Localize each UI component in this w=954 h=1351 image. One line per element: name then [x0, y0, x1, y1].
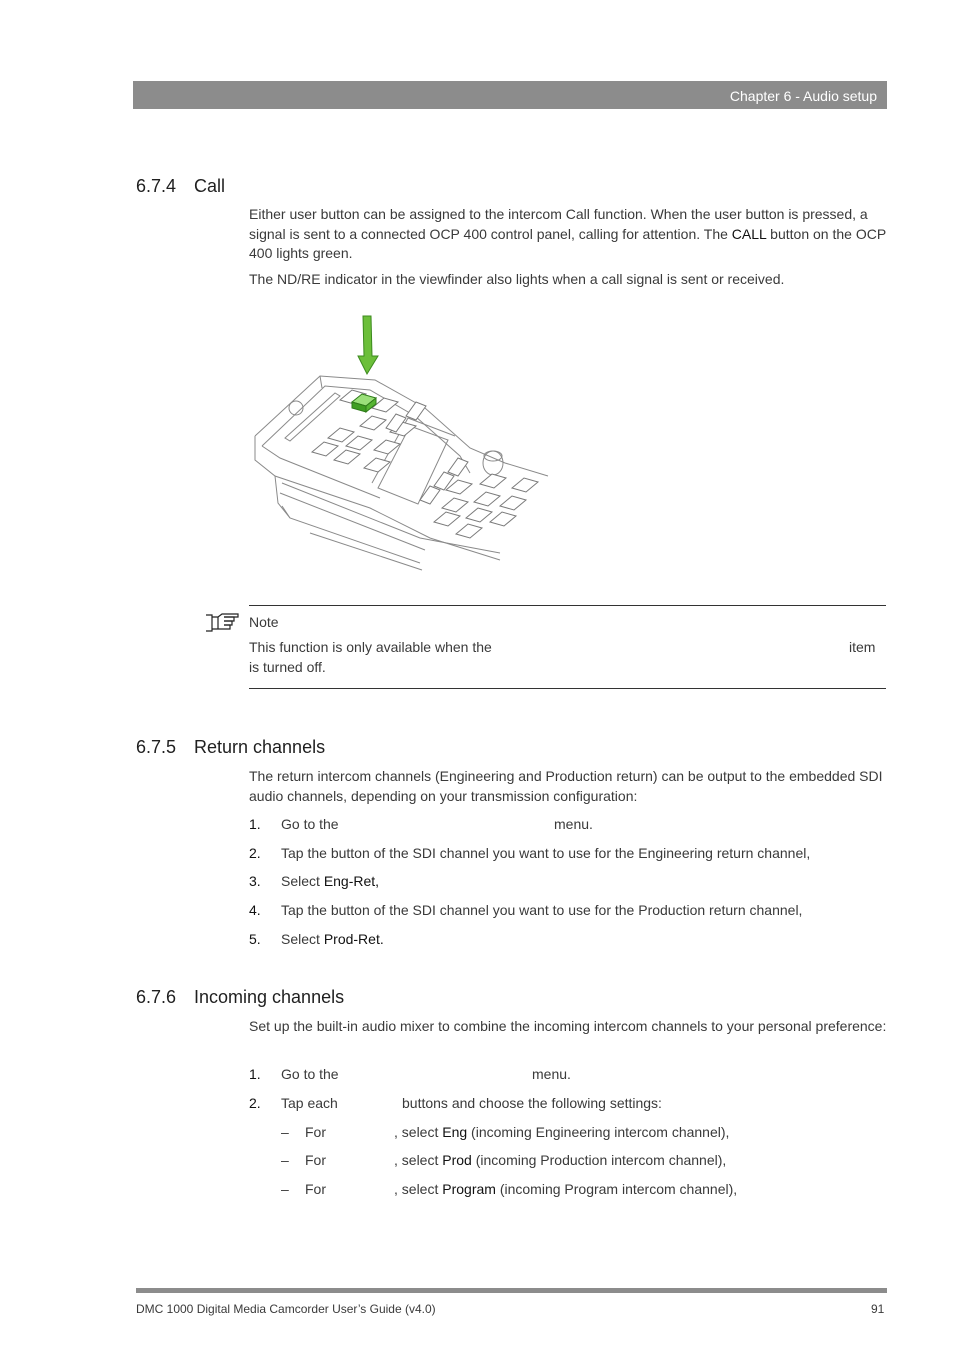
section-heading-return-channels: [136, 737, 325, 758]
for-label: For: [305, 1152, 326, 1168]
return-channels-intro: The return intercom channels (Engineering and Production return) can be output to the embedded SDI audio channels, depending on your transmission configuration:: [249, 768, 883, 804]
section-title: Return channels: [194, 737, 326, 757]
step-tail: buttons and choose the following settings:: [402, 1095, 662, 1111]
step-number: 2.: [249, 1095, 261, 1111]
step-text: Tap the button of the SDI channel you want to use for the Production return channel,: [281, 902, 803, 918]
sub-bold: Program: [442, 1181, 496, 1197]
control-panel-illustration: [250, 308, 560, 573]
note-text-start: This function is only available when the: [249, 639, 492, 655]
step-text: Go to the: [281, 816, 339, 832]
note-text-end: item: [849, 639, 876, 655]
sub-pre: , select: [394, 1124, 443, 1140]
step-number: 2.: [249, 845, 261, 861]
footer-bar: [136, 1288, 887, 1293]
section-number: 6.7.4: [136, 176, 177, 196]
dash: –: [281, 1152, 289, 1168]
note-text: [249, 638, 889, 677]
note-bottom-rule: [249, 688, 886, 689]
step-number: 5.: [249, 931, 261, 947]
step-number: 1.: [249, 1066, 261, 1082]
note-label: Note: [249, 614, 279, 630]
page-number: 91: [871, 1302, 885, 1316]
footer-title: DMC 1000 Digital Media Camcorder User’s Guide (v4.0): [136, 1302, 436, 1316]
sub-post: (incoming Engineering intercom channel),: [467, 1124, 730, 1140]
step-text: Tap each: [281, 1095, 338, 1111]
section-heading-incoming-channels: [136, 987, 344, 1008]
step-text-bold: Prod-Ret.: [323, 931, 384, 947]
call-text-a: Either user button can be assigned to the intercom Call function. When the user button is pressed, a signal is sent to a connected OCP 400 control panel, calling for attention. The: [249, 206, 868, 242]
step-text: Tap the button of the SDI channel you want to use for the Engineering return channel,: [281, 845, 811, 861]
chapter-header-bar: [133, 81, 887, 109]
step-text: Go to the: [281, 1066, 339, 1082]
section-title: Call: [194, 176, 226, 196]
call-paragraph-1: [249, 205, 889, 264]
step-number: 4.: [249, 902, 261, 918]
step-text-bold: Eng-Ret,: [323, 873, 380, 889]
down-arrow-icon: [358, 316, 378, 374]
step-number: 1.: [249, 816, 261, 832]
step-text-plain: Select: [281, 873, 324, 889]
step-number: 3.: [249, 873, 261, 889]
section-number: 6.7.6: [136, 987, 177, 1007]
section-title: Incoming channels: [194, 987, 345, 1007]
for-label: For: [305, 1181, 326, 1197]
step-tail: menu.: [554, 816, 593, 832]
dash: –: [281, 1124, 289, 1140]
step-text-plain: Select: [281, 931, 324, 947]
section-heading-call: [136, 176, 225, 197]
for-label: For: [305, 1124, 326, 1140]
sub-pre: , select: [394, 1181, 443, 1197]
chapter-title: Chapter 6 - Audio setup: [729, 88, 877, 104]
sub-item-text: [394, 1124, 729, 1140]
note-text-line2: is turned off.: [249, 658, 326, 675]
pointing-hand-icon: [204, 612, 242, 634]
step-text: [281, 931, 384, 947]
sub-item-text: [394, 1152, 726, 1168]
sub-post: (incoming Program intercom channel),: [495, 1181, 738, 1197]
sub-bold: Eng: [442, 1124, 468, 1140]
step-tail: menu.: [532, 1066, 571, 1082]
sub-pre: , select: [394, 1152, 443, 1168]
call-button-name: CALL: [731, 225, 767, 242]
incoming-channels-intro: Set up the built-in audio mixer to combine the incoming intercom channels to your personal preference:: [249, 1018, 887, 1034]
sub-bold: Prod: [442, 1152, 472, 1168]
sub-item-text: [394, 1181, 737, 1197]
note-top-rule: [249, 605, 886, 606]
sub-post: (incoming Production intercom channel),: [471, 1152, 727, 1168]
step-text: [281, 873, 379, 889]
call-paragraph-2: The ND/RE indicator in the viewfinder also lights when a call signal is sent or received.: [249, 271, 785, 287]
call-text-b: button on the OCP 400 lights green.: [249, 225, 886, 261]
dash: –: [281, 1181, 289, 1197]
section-number: 6.7.5: [136, 737, 177, 757]
